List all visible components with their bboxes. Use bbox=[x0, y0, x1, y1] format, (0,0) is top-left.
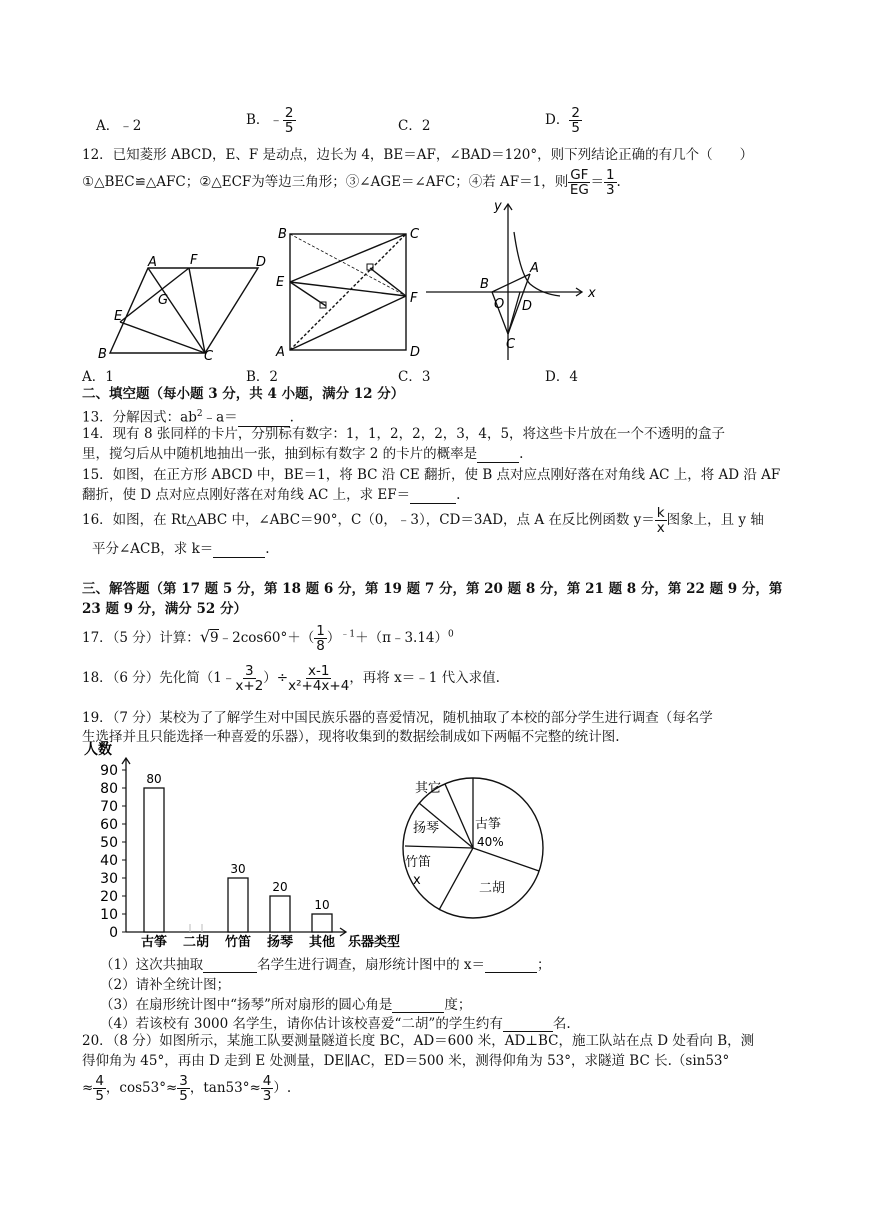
q17-sup1: ﹣1 bbox=[340, 629, 356, 640]
q12-option-d: D．4 bbox=[545, 369, 578, 385]
q11-b-den: 5 bbox=[284, 120, 294, 136]
q11-option-c: C．2 bbox=[398, 118, 431, 134]
q19-sub1-mid: 名学生进行调查，扇形统计图中的 x＝ bbox=[257, 957, 485, 973]
fig2-label-d: D bbox=[410, 345, 421, 360]
fig3-label-o: O bbox=[494, 297, 505, 312]
q12-val-den: 3 bbox=[605, 182, 615, 198]
q20-frac2-num: 3 bbox=[179, 1073, 188, 1089]
q20-frac2-den: 5 bbox=[179, 1088, 188, 1104]
fig2-label-e: E bbox=[276, 275, 285, 290]
pie-divider-2 bbox=[473, 848, 539, 871]
q12-option-c: C．3 bbox=[398, 369, 431, 385]
q16-pre: 16．如图，在 Rt△ABC 中，∠ABC＝90°，C（0，﹣3），CD＝3AD，点 A 在反比例函数 y＝ bbox=[82, 512, 655, 528]
q19-sub3-pre: （3）在扇形统计图中“扬琴”所对扇形的圆心角是 bbox=[100, 997, 393, 1013]
q17-post: ） bbox=[326, 630, 341, 646]
q19-sub3 bbox=[100, 993, 471, 1013]
fig1-label-e: E bbox=[114, 309, 123, 324]
y-tick-label: 10 bbox=[100, 907, 118, 923]
fig1-label-b: B bbox=[98, 347, 107, 362]
q11-d-prefix: D． bbox=[545, 112, 570, 128]
fig2-label-a: A bbox=[276, 345, 285, 360]
y-tick-label: 30 bbox=[100, 871, 118, 887]
fig2-label-f: F bbox=[410, 291, 418, 306]
q20-frac3-den: 3 bbox=[262, 1088, 272, 1104]
y-tick-label: 20 bbox=[100, 889, 118, 905]
q11-option-b bbox=[246, 106, 296, 135]
q16-end: . bbox=[265, 541, 270, 557]
q14-end: . bbox=[519, 446, 524, 462]
q15-line2 bbox=[82, 486, 460, 504]
fig3-label-x: x bbox=[588, 286, 596, 301]
q17-pre: 17．（5 分）计算： bbox=[82, 630, 200, 646]
q17-sup2: 0 bbox=[448, 629, 454, 640]
q19-sub1-blank1[interactable] bbox=[203, 958, 257, 973]
fig1-label-c: C bbox=[204, 349, 214, 364]
q19-line1: 19．（7 分）某校为了了解学生对中国民族乐器的喜爱情况，随机抽取了本校的部分学生进行调查（每名学 bbox=[82, 710, 713, 726]
bar-chart-layer bbox=[100, 758, 346, 950]
q13 bbox=[82, 405, 294, 427]
bar bbox=[228, 878, 248, 932]
q11-b-num: 2 bbox=[284, 105, 294, 121]
q14-line2-text: 里，搅匀后从中随机地抽出一张，抽到标有数字 2 的卡片的概率是 bbox=[82, 446, 478, 462]
q11-option-a: A．﹣2 bbox=[96, 118, 142, 134]
q19-sub1-pre: （1）这次共抽取 bbox=[100, 957, 204, 973]
x-category-label: 古筝 bbox=[140, 935, 168, 950]
x-category-label: 竹笛 bbox=[224, 935, 252, 950]
q20-line2: 得仰角为 45°，再由 D 走到 E 处测量，DE∥AC，ED＝500 米，测得仰角为 53°，求隧道 BC 长.（sin53° bbox=[82, 1053, 730, 1069]
q20-frac1-num: 4 bbox=[95, 1073, 104, 1089]
x-category-label: 其他 bbox=[308, 935, 336, 950]
sqrt-sign-icon: √ bbox=[199, 627, 211, 646]
x-category-label: 二胡 bbox=[182, 935, 210, 950]
q18 bbox=[82, 664, 500, 693]
coordinate-figure bbox=[426, 204, 582, 360]
q19-sub4-end: 名. bbox=[552, 1016, 571, 1032]
pie-label-zhudi: 竹笛 bbox=[405, 855, 432, 870]
q18-frac2-den: x²+4x+4 bbox=[288, 678, 350, 694]
x-category-label: 扬琴 bbox=[266, 935, 294, 950]
q13-pre: 13．分解因式：ab bbox=[82, 409, 197, 426]
q11-option-d bbox=[545, 106, 582, 135]
q20-approx1: ≈ bbox=[82, 1080, 94, 1096]
q19-sub4-pre: （4）若该校有 3000 名学生，请你估计该校喜爱“二胡”的学生约有 bbox=[100, 1016, 503, 1032]
q17-frac-num: 1 bbox=[316, 623, 325, 639]
q18-post: ，再将 x＝﹣1 代入求值. bbox=[349, 670, 500, 686]
q16-frac-den: x bbox=[656, 520, 665, 536]
q19-sub2: （2）请补全统计图； bbox=[100, 977, 231, 993]
q12-eq: ＝ bbox=[590, 174, 604, 190]
fig3-label-c: C bbox=[506, 337, 516, 352]
y-tick-label: 40 bbox=[100, 853, 118, 869]
pie-label-erhu: 二胡 bbox=[479, 881, 506, 896]
fig2-label-b: B bbox=[278, 227, 287, 242]
q18-mid: ）÷ bbox=[263, 670, 289, 686]
section3-title-line1: 三、解答题（第 17 题 5 分，第 18 题 6 分，第 19 题 7 分，第 20 题 8 分，第 21 题 8 分，第 22 题 9 分，第 bbox=[82, 581, 783, 597]
pie-divider-6 bbox=[445, 784, 473, 848]
fig3-label-y: y bbox=[494, 199, 502, 214]
q12-stem: 12．已知菱形 ABCD，E、F 是动点，边长为 4，BE＝AF，∠BAD＝120°，则下列结论正确的有几个（ ） bbox=[82, 147, 754, 163]
y-tick-label: 70 bbox=[100, 799, 118, 815]
pie-divider-3 bbox=[439, 848, 473, 910]
q11-b-prefix: B．﹣ bbox=[246, 112, 283, 128]
q19-sub3-blank[interactable] bbox=[392, 998, 444, 1013]
bar-chart-xlabel: 乐器类型 bbox=[348, 935, 401, 950]
q12-conclusions bbox=[82, 168, 621, 197]
q15-end: . bbox=[456, 487, 461, 503]
q12-frac-den: EG bbox=[569, 182, 589, 198]
q12-option-b: B．2 bbox=[246, 369, 279, 385]
fig3-label-d: D bbox=[522, 299, 533, 314]
q19-sub1 bbox=[100, 953, 551, 973]
pie-label-qita: 其它 bbox=[415, 781, 442, 796]
bar-chart bbox=[80, 740, 420, 952]
q17-mid: ﹣2cos60°＋（ bbox=[218, 630, 315, 646]
bar bbox=[144, 788, 164, 932]
y-tick-label: 0 bbox=[109, 925, 118, 941]
q16-line2 bbox=[92, 540, 270, 558]
q19-sub3-end: 度； bbox=[444, 997, 472, 1013]
bar-chart-ylabel: 人数 bbox=[84, 742, 112, 758]
section3-title-line2: 23 题 9 分，满分 52 分） bbox=[82, 601, 247, 617]
fig1-label-f: F bbox=[190, 253, 198, 268]
y-tick-label: 60 bbox=[100, 817, 118, 833]
q15-line2-text: 翻折，使 D 点对应点刚好落在对角线 AC 上，求 EF＝ bbox=[82, 487, 411, 503]
pie-label-zhudi-x: x bbox=[413, 873, 421, 888]
q17-frac-den: 8 bbox=[316, 638, 325, 654]
pie-label-guzheng: 古筝 bbox=[475, 817, 502, 832]
q20-frac1-den: 5 bbox=[95, 1088, 104, 1104]
bar bbox=[270, 896, 290, 932]
y-tick-label: 80 bbox=[100, 781, 118, 797]
section2-title: 二、填空题（每小题 3 分，共 4 小题，满分 12 分） bbox=[82, 386, 405, 402]
pie-label-yangqin: 扬琴 bbox=[413, 821, 440, 836]
q13-post: ﹣a＝ bbox=[202, 409, 238, 426]
square-figure bbox=[290, 234, 406, 350]
q16-answer-blank[interactable] bbox=[213, 543, 265, 558]
q14-line1: 14．现有 8 张同样的卡片，分别标有数字：1，1，2，2，2，3，4，5，将这些卡片放在一个不透明的盒子 bbox=[82, 426, 726, 442]
bar-value-label: 20 bbox=[272, 880, 288, 894]
q16-line2-text: 平分∠ACB，求 k＝ bbox=[92, 541, 214, 557]
q16-post: 图象上，且 y 轴 bbox=[666, 512, 764, 528]
q12-figures bbox=[90, 196, 610, 366]
q13-sup: 2 bbox=[196, 409, 203, 419]
q18-pre: 18．（6 分）先化简（1﹣ bbox=[82, 670, 236, 686]
q20-line1: 20．（8 分）如图所示，某施工队要测量隧道长度 BC，AD＝600 米，AD⊥BC，施工队站在点 D 处看向 B，测 bbox=[82, 1033, 755, 1049]
q20-end: ）. bbox=[273, 1080, 292, 1096]
pie-chart bbox=[395, 770, 555, 930]
q20-line3 bbox=[82, 1074, 291, 1103]
q19-line2: 生选择并且只能选择一种喜爱的乐器），现将收集到的数据绘制成如下两幅不完整的统计图. bbox=[82, 729, 620, 745]
q11-d-den: 5 bbox=[571, 120, 580, 136]
q12-option-a: A．1 bbox=[82, 369, 114, 385]
pie-divider-4 bbox=[405, 846, 473, 848]
q19-sub1-end: ； bbox=[537, 957, 551, 973]
q12-frac-num: GF bbox=[570, 167, 589, 183]
y-tick-label: 90 bbox=[100, 763, 118, 779]
fig3-label-b: B bbox=[480, 277, 489, 292]
q20-frac3-num: 4 bbox=[262, 1073, 272, 1089]
q16-frac-num: k bbox=[656, 505, 665, 521]
q14-answer-blank[interactable] bbox=[477, 448, 519, 463]
q12-val-num: 1 bbox=[605, 167, 615, 183]
rhombus-figure bbox=[110, 268, 258, 353]
fig1-label-g: G bbox=[158, 293, 169, 308]
q16-line1 bbox=[82, 506, 764, 535]
q13-end: . bbox=[289, 409, 294, 426]
q17-radicand: 9 bbox=[210, 630, 219, 646]
q19-sub4-blank[interactable] bbox=[503, 1017, 553, 1032]
fig1-label-a: A bbox=[148, 255, 157, 270]
q19-sub4 bbox=[100, 1012, 571, 1032]
q18-frac1-den: x+2 bbox=[235, 678, 264, 694]
q11-d-num: 2 bbox=[571, 105, 580, 121]
fig3-label-a: A bbox=[530, 261, 539, 276]
q18-frac2-num: x-1 bbox=[307, 663, 330, 679]
bar bbox=[312, 914, 332, 932]
q15-line1: 15．如图，在正方形 ABCD 中，BE＝1，将 BC 沿 CE 翻折，使 B 点对应点刚好落在对角线 AC 上，将 AD 沿 AF bbox=[82, 467, 781, 483]
q17-tail: ＋（π﹣3.14） bbox=[355, 630, 449, 646]
q20-tan-text: ，tan53°≈ bbox=[189, 1080, 261, 1096]
q17 bbox=[82, 624, 454, 653]
bar-value-label: 30 bbox=[230, 862, 246, 876]
q12-conclusions-text: ①△BEC≌△AFC；②△ECF为等边三角形；③∠AGE＝∠AFC；④若 AF＝1，则 bbox=[82, 174, 569, 190]
q14-line2 bbox=[82, 445, 523, 463]
bar-value-label: 80 bbox=[146, 772, 162, 786]
bar-value-label: 10 bbox=[314, 898, 330, 912]
fig2-label-c: C bbox=[410, 227, 420, 242]
pie-label-guzheng-pct: 40% bbox=[477, 835, 504, 849]
fig1-label-d: D bbox=[256, 255, 267, 270]
q19-sub1-blank2[interactable] bbox=[485, 958, 537, 973]
q20-cos-text: ，cos53°≈ bbox=[105, 1080, 178, 1096]
y-tick-label: 50 bbox=[100, 835, 118, 851]
q15-answer-blank[interactable] bbox=[410, 489, 456, 504]
q12-end: . bbox=[616, 174, 621, 190]
q18-frac1-num: 3 bbox=[245, 663, 254, 679]
